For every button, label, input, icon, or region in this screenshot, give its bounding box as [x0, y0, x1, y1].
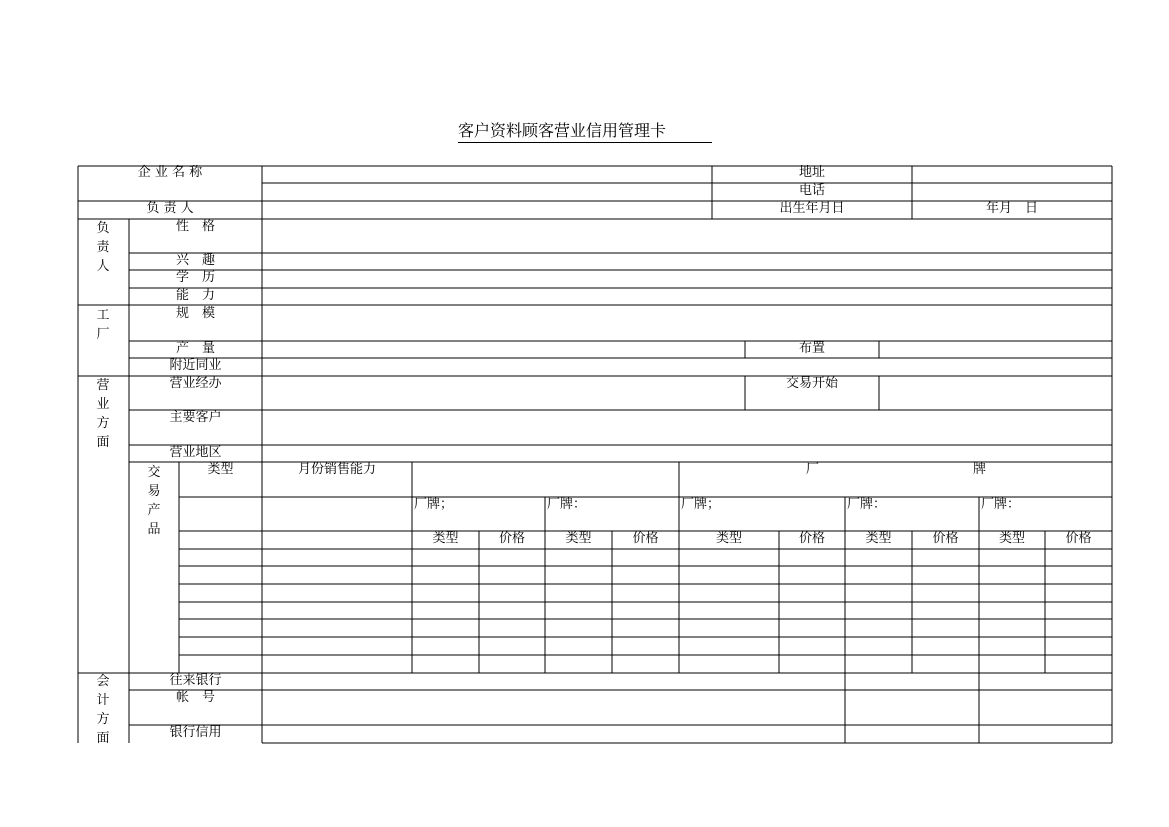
monthly-sales-header: 月份销售能力 [297, 462, 376, 477]
business-section-label: 营业方面 [96, 378, 110, 450]
business-area-label: 营业地区 [169, 445, 222, 460]
sub-header-type-4: 类型 [865, 531, 892, 546]
phone-label: 电话 [798, 183, 825, 198]
sub-header-price-4: 价格 [932, 531, 959, 546]
sub-header-price-1: 价格 [498, 531, 525, 546]
layout-label: 布置 [798, 341, 825, 356]
sub-header-type-2: 类型 [565, 531, 592, 546]
brand-slot-1: 厂牌； [414, 497, 454, 512]
sub-header-price-3: 价格 [798, 531, 825, 546]
sub-header-price-5: 价格 [1065, 531, 1092, 546]
company-name-label: 企 业 名 称 [137, 165, 203, 180]
brand-slot-2: 厂牌： [547, 497, 587, 512]
main-customers-label: 主要客户 [169, 410, 222, 425]
responsible-label: 负 责 人 [146, 201, 194, 216]
responsible-section-label: 负责人 [96, 221, 110, 274]
accounting-section-label: 会计方面 [96, 674, 110, 746]
sub-header-type-1: 类型 [432, 531, 459, 546]
birth-date-label: 出生年月日 [779, 201, 845, 216]
account-label: 帐 号 [175, 690, 215, 705]
trade-products-label: 交易产品 [147, 465, 161, 537]
education-label: 学 历 [175, 270, 215, 285]
brand-header: 牌 [973, 462, 987, 477]
output-label: 产 量 [175, 341, 215, 356]
factory-header: 厂 [806, 462, 820, 477]
brand-slot-4: 厂牌： [847, 497, 887, 512]
sub-header-type-5: 类型 [998, 531, 1025, 546]
brand-slot-3: 厂牌； [681, 497, 721, 512]
ability-label: 能 力 [175, 288, 215, 303]
interests-label: 兴 趣 [175, 253, 215, 268]
sub-header-type-3: 类型 [715, 531, 742, 546]
address-label: 地址 [798, 165, 825, 180]
trade-start-label: 交易开始 [785, 376, 838, 391]
factory-section-label: 工厂 [96, 308, 110, 342]
business-manager-label: 营业经办 [169, 376, 222, 391]
date-format-label: 年月 日 [985, 201, 1038, 216]
nearby-peers-label: 附近同业 [169, 358, 222, 373]
brand-slot-5: 厂牌： [981, 497, 1021, 512]
product-type-header: 类型 [207, 462, 234, 477]
scale-label: 规 模 [175, 306, 215, 321]
bank-credit-label: 银行信用 [169, 725, 222, 740]
personality-label: 性 格 [175, 219, 215, 234]
bank-label: 往来银行 [169, 673, 222, 688]
page-title: 客户资料顾客营业信用管理卡 [458, 121, 712, 143]
sub-header-price-2: 价格 [632, 531, 659, 546]
